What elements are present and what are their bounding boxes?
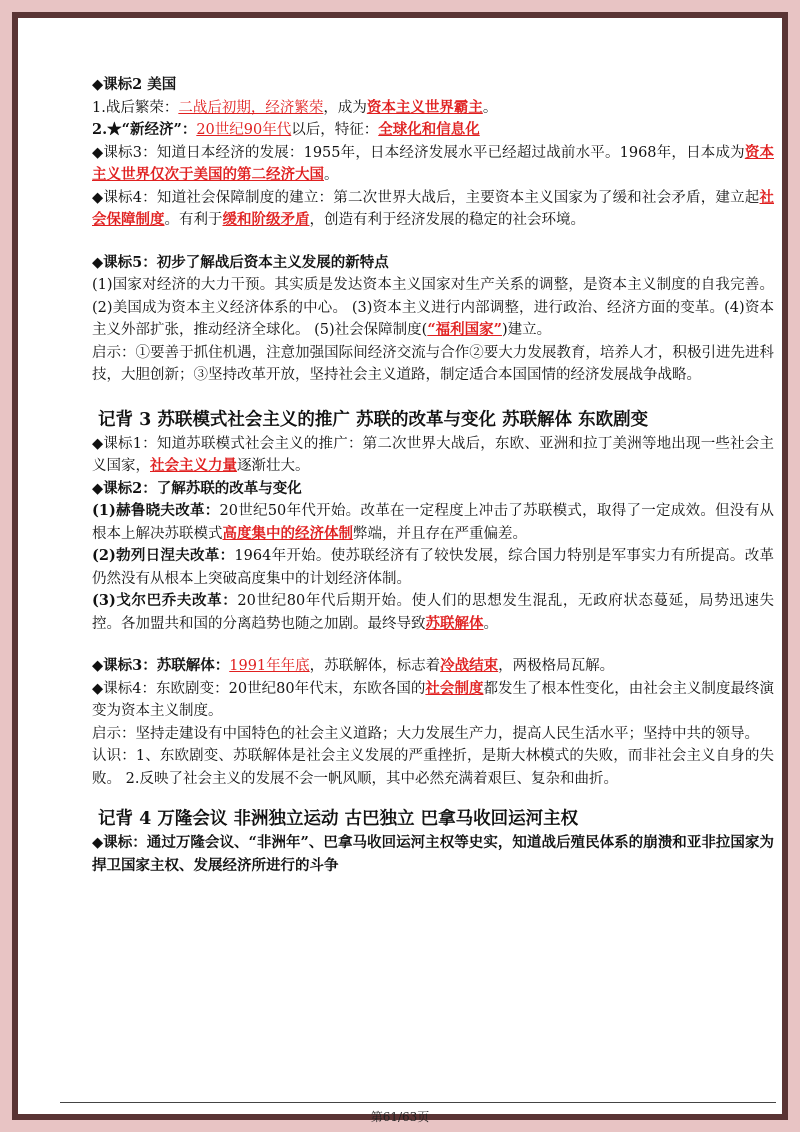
section-3-understanding: 认识：1、东欧剧变、苏联解体是社会主义发展的严重挫折，是斯大林模式的失败，而非社会主义自身的失败。 2.反映了社会主义的发展不会一帆风顺，其中必然充满着艰巨、复杂和曲折。 — [92, 748, 774, 787]
gorbachev-reform — [92, 590, 774, 635]
eastern-europe-change — [92, 678, 774, 723]
text: (3)戈尔巴乔夫改革： — [92, 592, 238, 609]
highlight: 缓和阶级矛盾 — [222, 211, 310, 228]
text: 。 — [482, 99, 498, 116]
text: ◆课标4：东欧剧变：20世纪80年代末，东欧各国的 — [92, 680, 426, 697]
text: (2)勃列日涅夫改革： — [92, 547, 235, 564]
text: ◆课标3：苏联解体： — [92, 657, 230, 674]
soviet-reform-heading: ◆课标2：了解苏联的改革与变化 — [92, 479, 302, 497]
capitalism-features — [92, 274, 774, 342]
text: (1)赫鲁晓夫改革： — [92, 502, 220, 519]
text: ，苏联解体，标志着 — [309, 658, 441, 674]
highlight: 社会主义力量 — [150, 457, 237, 474]
text: ，创造有利于经济发展的稳定的社会环境。 — [309, 212, 585, 228]
footer-divider — [60, 1102, 776, 1103]
section-4-title: 记背 4 万隆会议 非洲独立运动 古巴独立 巴拿马收回运河主权 — [98, 809, 579, 829]
usa-point-2 — [92, 119, 774, 142]
text: )建立。 — [502, 322, 552, 338]
text: 弊端，并且存在严重偏差。 — [353, 525, 527, 542]
page-content — [92, 74, 774, 877]
text: ◆课标3：知道日本经济的发展：1955年，日本经济发展水平已经超过战前水平。1968年，日本成为 — [92, 144, 745, 161]
text: 以后，特征： — [291, 122, 379, 138]
text: ◆课标1：知道苏联模式社会主义的推广：第二次世界大战后，东欧、亚洲和拉丁美洲等地出现一些社会主义国家， — [92, 435, 774, 474]
khrushchev-reform — [92, 500, 774, 545]
soviet-model-paragraph — [92, 433, 774, 478]
usa-heading: ◆课标2 美国 — [92, 76, 177, 93]
brezhnev-reform — [92, 545, 774, 590]
highlight: 高度集中的经济体制 — [222, 524, 353, 542]
japan-paragraph — [92, 142, 774, 187]
highlight: 社会保障制度 — [92, 188, 774, 228]
capitalism-heading: ◆课标5：初步了解战后资本主义发展的新特点 — [92, 253, 389, 271]
text: 。 — [324, 167, 339, 183]
text: ◆课标4：知道社会保障制度的建立：第二次世界大战后，主要资本主义国家为了缓和社会矛盾，建立起 — [92, 189, 760, 206]
soviet-collapse — [92, 655, 774, 678]
text: ，两极格局瓦解。 — [498, 658, 615, 674]
page-number: 第61/63页 — [370, 1110, 430, 1124]
social-security-paragraph — [92, 187, 774, 232]
text: 2.★“新经济”： — [92, 121, 197, 138]
text: 1964年开始。使苏联经济有了较快发展，综合国力特别是军事实力有所提高。改革仍然没有从根本上突破高度集中的计划经济体制。 — [92, 548, 774, 587]
section-3-title: 记背 3 苏联模式社会主义的推广 苏联的改革与变化 苏联解体 东欧剧变 — [98, 409, 649, 430]
highlight: “福利国家” — [427, 321, 502, 338]
highlight: 资本主义世界仅次于美国的第二经济大国 — [92, 143, 774, 183]
usa-point-1 — [92, 97, 774, 120]
capitalism-insight: 启示：①要善于抓住机遇，注意加强国际间经济交流与合作②要大力发展教育，培养人才，积极引进先进科技，大胆创新；③坚持改革开放，坚持社会主义道路，制定适合本国国情的经济发展战争战略。 — [92, 344, 774, 383]
text: 。有利于 — [164, 212, 223, 228]
highlight: 资本主义世界霸主 — [366, 98, 483, 116]
text: 20世纪80年代后期开始。使人们的思想发生混乱，无政府状态蔓延，局势迅速失控。各加盟共和国的分离趋势也随之加剧。最终导致 — [92, 593, 774, 632]
section-3-insight: 启示：坚持走建设有中国特色的社会主义道路；大力发展生产力，提高人民生活水平；坚持中共的领导。 — [92, 725, 759, 742]
text: 1.战后繁荣： — [92, 99, 179, 116]
text: 逐渐壮大。 — [237, 458, 310, 474]
section-4-standard: ◆课标：通过万隆会议、“非洲年”、巴拿马收回运河主权等史实，知道战后殖民体系的崩溃和亚非拉国家为捍卫国家主权、发展经济所进行的斗争 — [92, 834, 774, 874]
highlight: 20世纪90年代 — [196, 122, 292, 138]
highlight: 1991年年底 — [229, 658, 310, 674]
highlight: 苏联解体 — [425, 614, 484, 632]
text: (1)国家对经济的大力干预。其实质是发达资本主义国家对生产关系的调整，是资本主义制度的自我完善。(2)美国成为资本主义经济体系的中心。 (3)资本主义进行内部调整，进行政治、经济方面的变革。(4)资本主义外部扩张，推动经济全球化。 (5)社会保障制度( — [92, 277, 774, 338]
highlight: 二战后初期，经济繁荣 — [178, 99, 324, 116]
text: 都发生了根本性变化，由社会主义制度最终演变为资本主义制度。 — [92, 680, 775, 719]
highlight: 全球化和信息化 — [378, 121, 480, 138]
text: ，成为 — [323, 99, 367, 116]
text: 。 — [483, 615, 498, 632]
highlight: 冷战结束 — [440, 657, 499, 674]
document-page — [18, 18, 782, 1124]
text: 20世纪50年代开始。改革在一定程度上冲击了苏联模式，取得了一定成效。但没有从根本上解决苏联模式 — [92, 503, 774, 542]
highlight: 社会制度 — [425, 679, 484, 697]
